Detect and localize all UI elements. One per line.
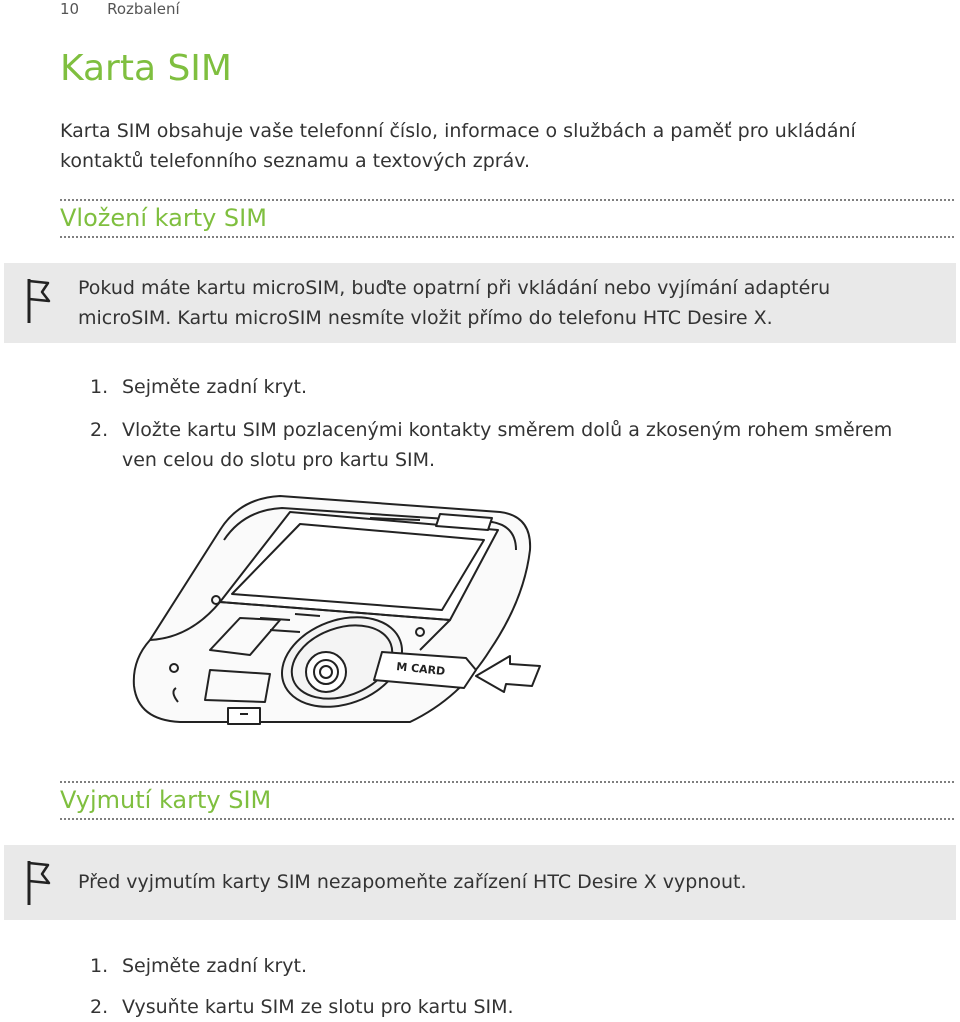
remove-note [4, 845, 956, 920]
step-number: 1. [90, 955, 109, 977]
step-text: Vložte kartu SIM pozlacenými kontakty směrem dolů a zkoseným rohem směrem ven celou do slotu pro kartu SIM. [122, 419, 893, 471]
step-text: Sejměte zadní kryt. [122, 376, 307, 398]
insert-note-text: Pokud máte kartu microSIM, buďte opatrní při vkládání nebo vyjímání adaptéru microSIM. Kartu microSIM nesmíte vložit přímo do telefonu HTC Desire X. [78, 277, 831, 329]
section-name: Rozbalení [107, 0, 180, 18]
remove-heading: Vyjmutí karty SIM [60, 786, 272, 814]
divider-top [60, 199, 954, 201]
step-text: Sejměte zadní kryt. [122, 955, 307, 977]
note-flag-icon [26, 859, 52, 907]
step-number: 1. [90, 376, 109, 398]
sim-insert-illustration [120, 490, 560, 740]
note-flag-icon [26, 277, 52, 325]
step-text: Vysuňte kartu SIM ze slotu pro kartu SIM. [122, 996, 514, 1018]
page-header [60, 0, 180, 18]
page-number: 10 [60, 0, 80, 18]
page-title: Karta SIM [60, 48, 232, 89]
divider-bottom [60, 818, 954, 820]
insert-heading: Vložení karty SIM [60, 204, 267, 232]
remove-note-text: Před vyjmutím karty SIM nezapomeňte zařízení HTC Desire X vypnout. [78, 871, 747, 893]
step-number: 2. [90, 996, 109, 1018]
intro-paragraph: Karta SIM obsahuje vaše telefonní číslo, informace o službách a paměť pro ukládání kontaktů telefonního seznamu a textových zpráv. [60, 120, 856, 172]
divider-top [60, 781, 954, 783]
insert-step-2 [90, 415, 900, 475]
insert-note [4, 263, 956, 343]
divider-bottom [60, 236, 954, 238]
sim-card-label: M CARD [395, 660, 446, 679]
step-number: 2. [90, 419, 109, 441]
